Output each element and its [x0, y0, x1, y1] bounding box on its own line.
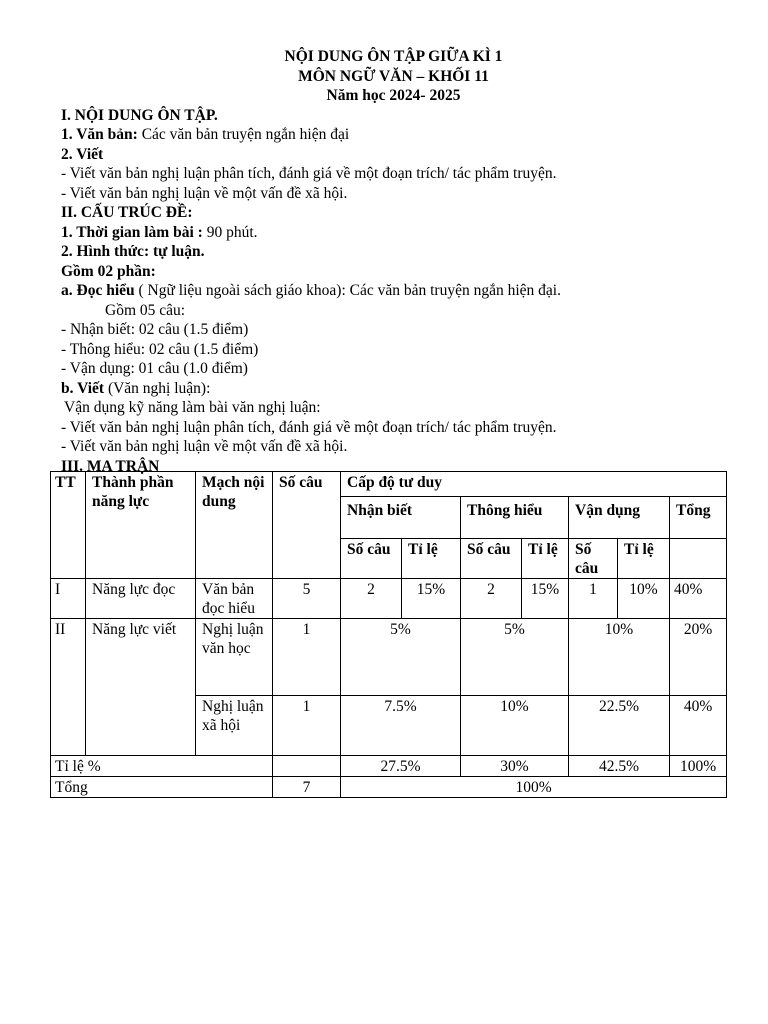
cell-mach: Nghị luận xã hội [196, 696, 273, 756]
header-thong-hieu: Thông hiểu [461, 497, 569, 539]
cell-nb-ti-le: 15% [402, 579, 461, 619]
cell-van-dung: 22.5% [569, 696, 670, 756]
cell-th-ti-le: 15% [522, 579, 569, 619]
part-b-intro: Vận dụng kỹ năng làm bài văn nghị luận: [64, 399, 321, 416]
cell-vd-ti-le: 10% [618, 579, 670, 619]
table-header-row [51, 472, 727, 497]
cell-thong-hieu: 10% [461, 696, 569, 756]
header-van-dung: Vận dụng [569, 497, 670, 539]
document-body [61, 47, 726, 476]
cell-ti-le-label: Tỉ lệ % [51, 756, 273, 777]
section1-heading: I. NỘI DUNG ÔN TẬP. [61, 106, 218, 124]
cell-nhan-biet: 5% [341, 619, 461, 696]
part-b-text: (Văn nghị luận): [104, 379, 211, 397]
cell-mach: Nghị luận văn học [196, 619, 273, 696]
exam-parts: Gồm 02 phần: [61, 262, 156, 280]
doc-title-line1: NỘI DUNG ÔN TẬP GIỮA KÌ 1 [284, 48, 503, 65]
section2-heading: II. CẤU TRÚC ĐỀ: [61, 204, 193, 221]
header-vd-ti-le: Tỉ lệ [618, 539, 670, 579]
exam-time-value: 90 phút. [202, 223, 258, 241]
header-th-ti-le: Tỉ lệ [522, 539, 569, 579]
header-nhan-biet: Nhận biết [341, 497, 461, 539]
cell-van-dung: 10% [569, 619, 670, 696]
exam-form: 2. Hình thức: tự luận. [61, 243, 205, 260]
part-a-item-3: - Vận dụng: 01 câu (1.0 điểm) [61, 360, 248, 377]
section1-item2: 2. Viết [61, 145, 104, 163]
section1-item1 [61, 125, 726, 145]
item1-label: 1. Văn bản: [61, 126, 138, 143]
cell-so-cau [273, 756, 341, 777]
header-thanh-phan: Thành phần năng lực [86, 472, 196, 579]
table-row [51, 777, 727, 798]
part-b [61, 379, 726, 399]
cell-so-cau: 7 [273, 777, 341, 798]
doc-title-line3: Năm học 2024- 2025 [326, 87, 461, 104]
cell-tong: 20% [670, 619, 727, 696]
part-b-label: b. Viết [61, 379, 105, 397]
section3-heading: III. MA TRẬN [61, 457, 160, 475]
part-a [61, 281, 726, 301]
cell-tong: 40% [670, 579, 727, 619]
cell-thong-hieu: 30% [461, 756, 569, 777]
cell-so-cau: 1 [273, 696, 341, 756]
cell-nhan-biet: 27.5% [341, 756, 461, 777]
part-a-item-2: - Thông hiểu: 02 câu (1.5 điểm) [61, 340, 259, 358]
cell-th-so-cau: 2 [461, 579, 522, 619]
table-row [51, 619, 727, 696]
exam-time [61, 223, 726, 243]
table-row [51, 756, 727, 777]
header-nb-so-cau: Số câu [341, 539, 402, 579]
doc-title-line2: MÔN NGỮ VĂN – KHỐI 11 [298, 67, 489, 85]
cell-tong: 100% [341, 777, 727, 798]
cell-thanh-phan: Năng lực viết [86, 619, 196, 756]
header-th-so-cau: Số câu [461, 539, 522, 579]
cell-tong: 40% [670, 696, 727, 756]
part-b-item-2: - Viết văn bản nghị luận về một vấn đề xã hội. [61, 438, 348, 455]
cell-van-dung: 42.5% [569, 756, 670, 777]
cell-so-cau: 5 [273, 579, 341, 619]
section1-bullet-1: - Viết văn bản nghị luận phân tích, đánh giá về một đoạn trích/ tác phẩm truyện. [61, 165, 557, 182]
cell-thanh-phan: Năng lực đọc [86, 579, 196, 619]
table-row [51, 579, 727, 619]
cell-tong: 100% [670, 756, 727, 777]
header-tong: Tổng [670, 497, 727, 539]
cell-tt: II [51, 619, 86, 756]
cell-vd-so-cau: 1 [569, 579, 618, 619]
cell-nb-so-cau: 2 [341, 579, 402, 619]
part-b-item-1: - Viết văn bản nghị luận phân tích, đánh giá về một đoạn trích/ tác phẩm truyện. [61, 418, 557, 436]
exam-time-label: 1. Thời gian làm bài : [61, 223, 203, 241]
part-a-count: Gồm 05 câu: [105, 301, 186, 319]
part-a-label: a. Đọc hiểu [61, 282, 135, 299]
header-vd-so-cau: Số câu [569, 539, 618, 579]
cell-nhan-biet: 7.5% [341, 696, 461, 756]
section1-bullet-2: - Viết văn bản nghị luận về một vấn đề xã hội. [61, 184, 348, 202]
cell-thong-hieu: 5% [461, 619, 569, 696]
header-cap-do-tu-duy: Cấp độ tư duy [341, 472, 727, 497]
cell-mach: Văn bản đọc hiểu [196, 579, 273, 619]
cell-tong-label: Tổng [51, 777, 273, 798]
header-mach-noi-dung: Mạch nội dung [196, 472, 273, 579]
header-so-cau: Số câu [273, 472, 341, 579]
item1-text: Các văn bản truyện ngắn hiện đại [137, 126, 350, 143]
cell-tt: I [51, 579, 86, 619]
header-tong-empty [670, 539, 727, 579]
matrix-table [50, 471, 727, 798]
part-a-item-1: - Nhận biết: 02 câu (1.5 điểm) [61, 321, 249, 338]
header-nb-ti-le: Tỉ lệ [402, 539, 461, 579]
part-a-text: ( Ngữ liệu ngoài sách giáo khoa): Các văn bản truyện ngắn hiện đại. [134, 282, 561, 299]
header-tt: TT [51, 472, 86, 579]
cell-so-cau: 1 [273, 619, 341, 696]
